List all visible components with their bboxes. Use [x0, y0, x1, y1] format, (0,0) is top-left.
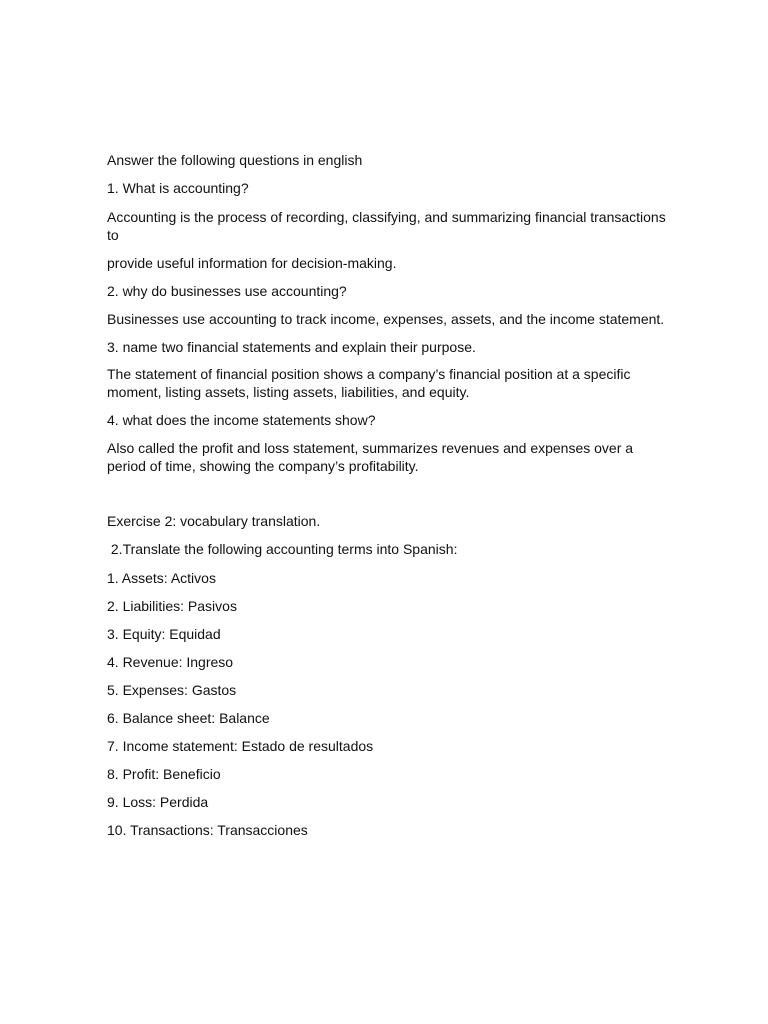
- exercise-2-instruction: 2.Translate the following accounting terms into Spanish:: [107, 541, 458, 557]
- answer-1-line-1: Accounting is the process of recording, classifying, and summarizing financial transactions to: [107, 209, 666, 243]
- answer-1-line-2: provide useful information for decision-making.: [107, 255, 397, 271]
- vocab-item: 2. Liabilities: Pasivos: [107, 598, 237, 614]
- question-4: 4. what does the income statements show?: [107, 412, 376, 428]
- vocab-item: 1. Assets: Activos: [107, 570, 216, 586]
- answer-4: Also called the profit and loss statement, summarizes revenues and expenses over a period of time, showing the company’s profitability.: [107, 440, 634, 474]
- vocab-item: 3. Equity: Equidad: [107, 626, 221, 642]
- question-1: 1. What is accounting?: [107, 180, 249, 196]
- vocab-item: 9. Loss: Perdida: [107, 794, 209, 810]
- question-2: 2. why do businesses use accounting?: [107, 283, 347, 299]
- question-3: 3. name two financial statements and explain their purpose.: [107, 339, 476, 355]
- intro-text: Answer the following questions in english: [107, 152, 363, 168]
- vocab-item: 8. Profit: Beneficio: [107, 766, 221, 782]
- vocab-item: 4. Revenue: Ingreso: [107, 654, 234, 670]
- vocab-item: 5. Expenses: Gastos: [107, 682, 237, 698]
- vocab-item: 6. Balance sheet: Balance: [107, 710, 270, 726]
- answer-2: Businesses use accounting to track income, expenses, assets, and the income statement.: [107, 311, 665, 327]
- vocab-item: 10. Transactions: Transacciones: [107, 822, 308, 838]
- answer-3: The statement of financial position shows a company’s financial position at a specific moment, listing assets, listing assets, liabilities, and equity.: [107, 366, 631, 400]
- exercise-2-title: Exercise 2: vocabulary translation.: [107, 513, 321, 529]
- vocab-item: 7. Income statement: Estado de resultados: [107, 738, 374, 754]
